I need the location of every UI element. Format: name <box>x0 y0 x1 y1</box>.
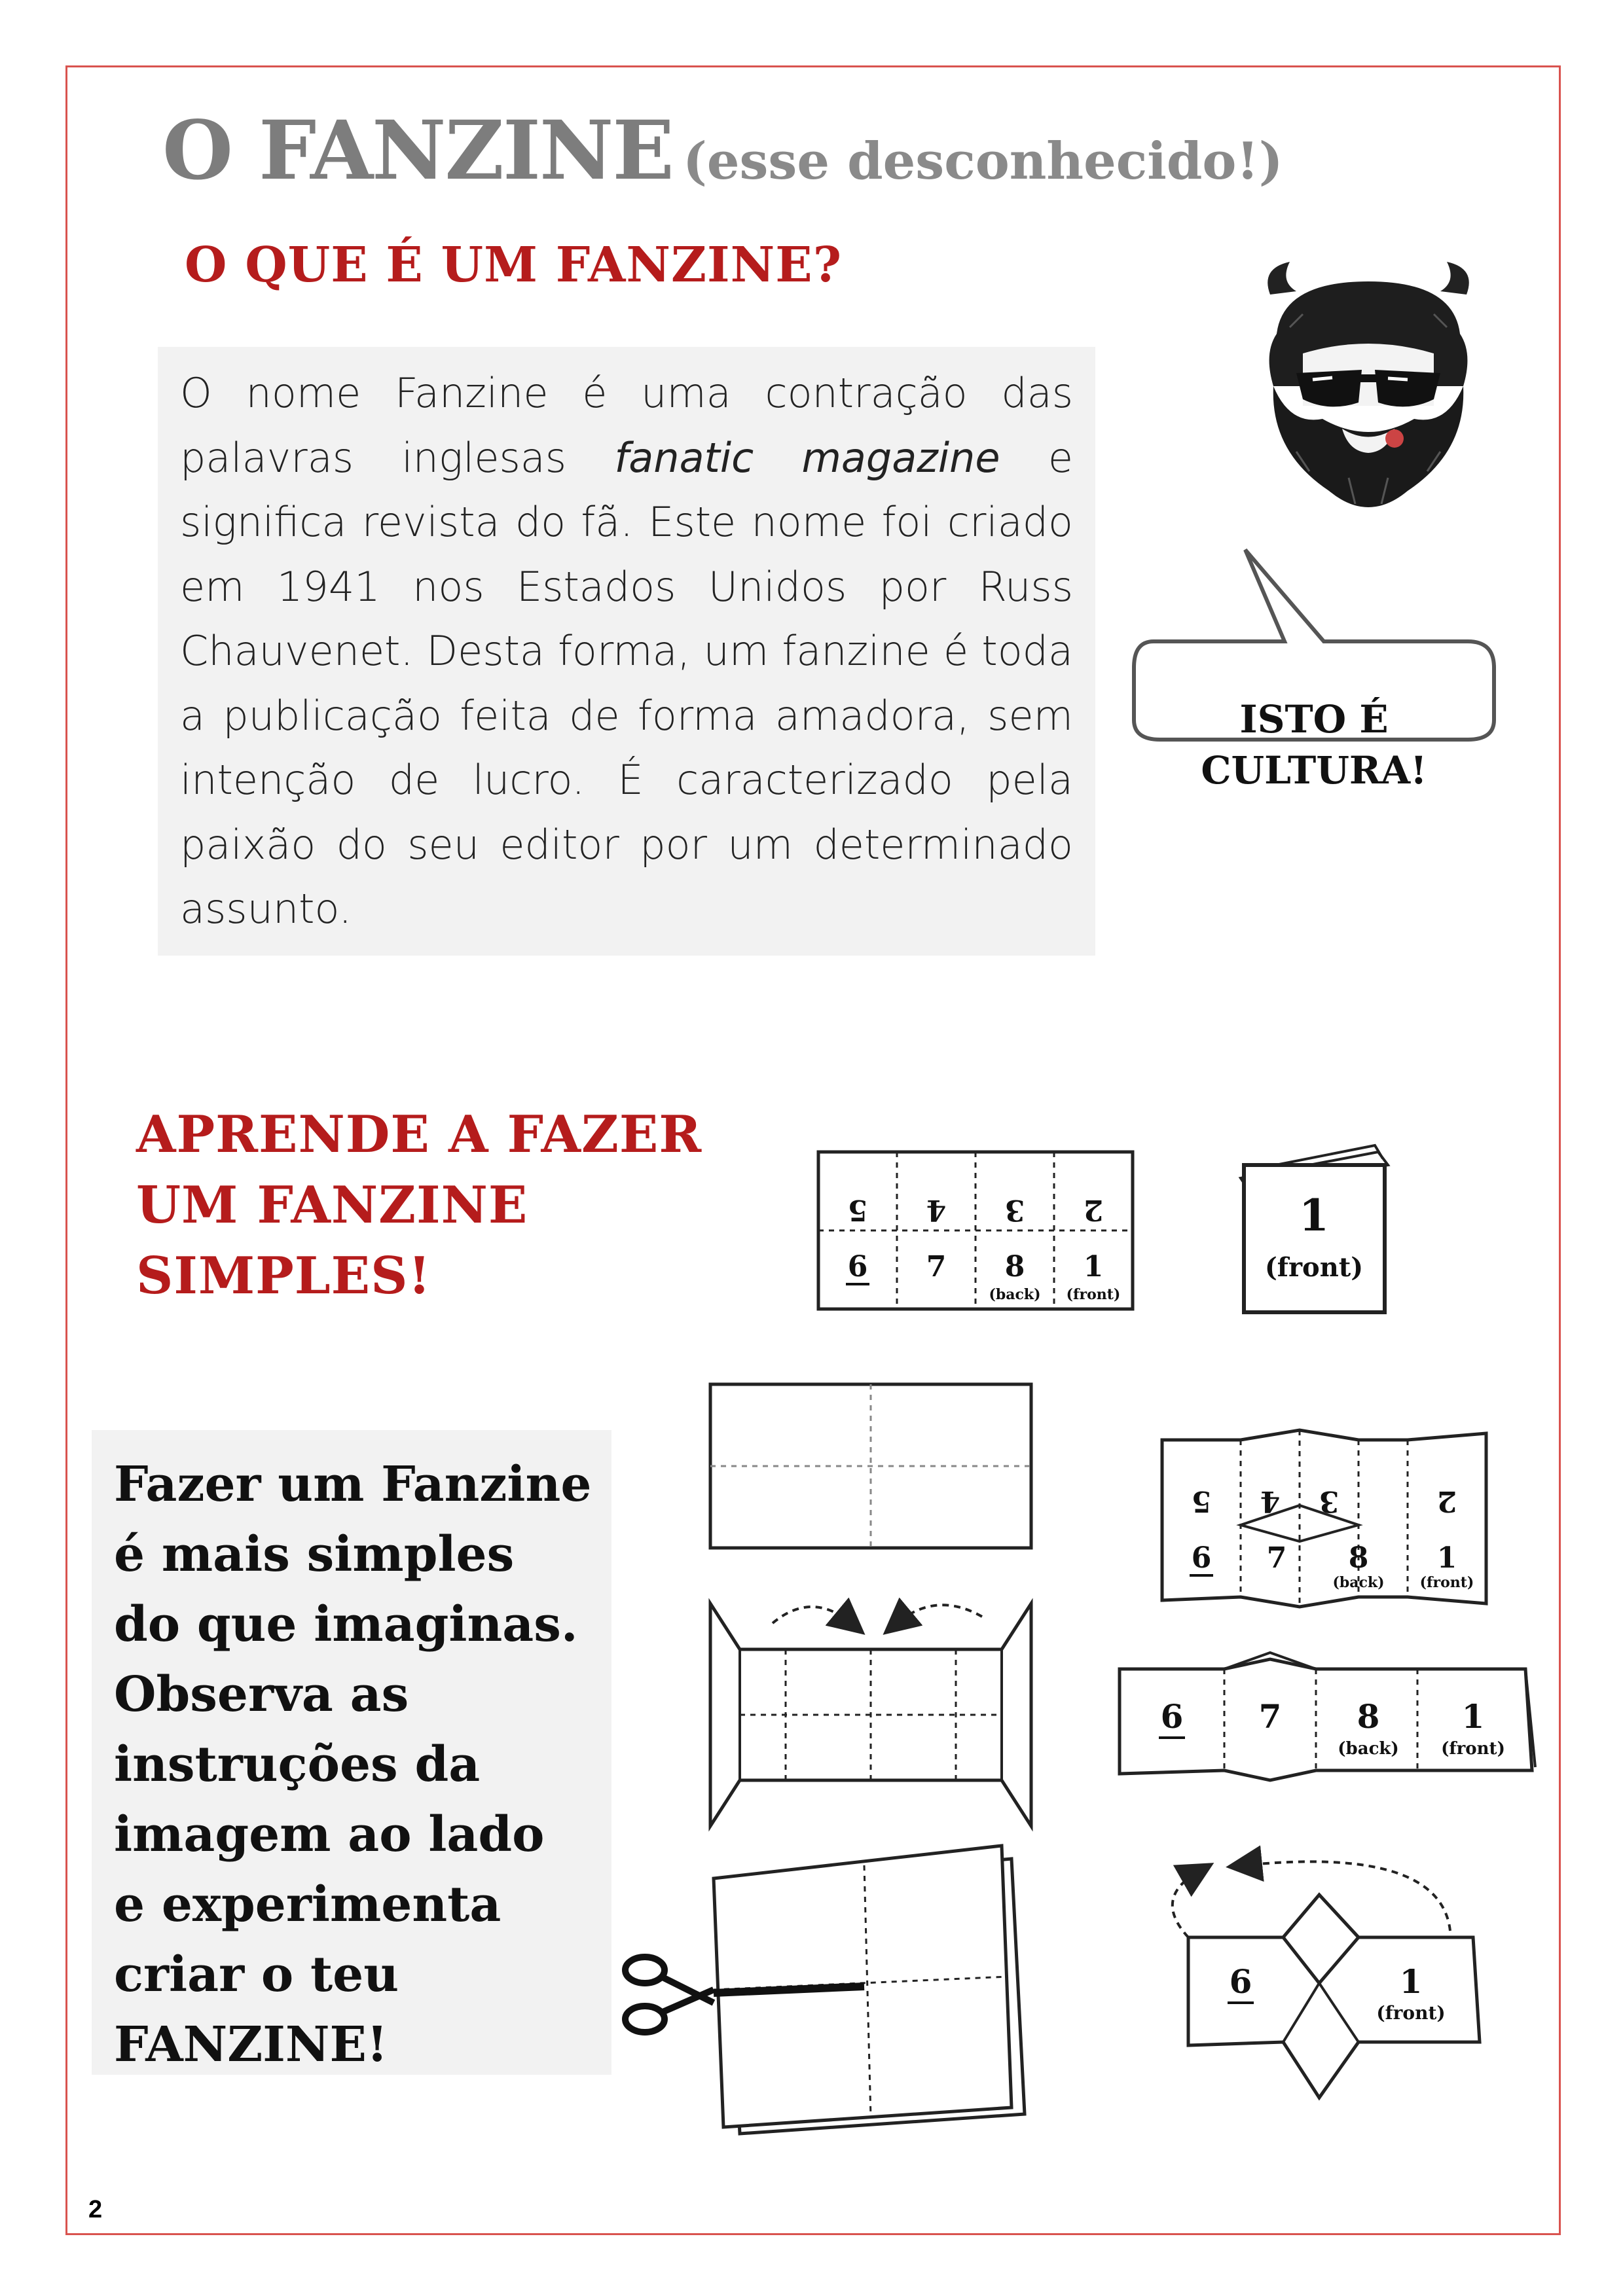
step-cut <box>714 1846 1025 2134</box>
svg-text:(front): (front) <box>1441 1739 1505 1759</box>
scissors-icon <box>625 1957 714 2032</box>
booklet-number: 1 <box>1299 1190 1329 1241</box>
page-number: 2 <box>88 2196 103 2223</box>
svg-text:(front): (front) <box>1376 2002 1446 2024</box>
svg-text:(front): (front) <box>1419 1574 1474 1591</box>
layout-num-5: 5 <box>847 1193 868 1227</box>
svg-text:1: 1 <box>1399 1962 1423 2001</box>
svg-text:7: 7 <box>1258 1697 1282 1736</box>
svg-text:6: 6 <box>1160 1697 1184 1736</box>
svg-text:6: 6 <box>1229 1962 1252 2001</box>
speech-bubble-text: ISTO É CULTURA! <box>1201 697 1427 793</box>
layout-num-3: 3 <box>1004 1193 1025 1227</box>
svg-text:1: 1 <box>1436 1541 1457 1575</box>
step-fold-to-center <box>710 1604 1031 1826</box>
svg-text:6: 6 <box>1191 1541 1212 1575</box>
svg-text:(back): (back) <box>1338 1739 1399 1759</box>
svg-text:4: 4 <box>1260 1484 1281 1518</box>
svg-text:1: 1 <box>1461 1697 1485 1736</box>
svg-text:2: 2 <box>1436 1484 1457 1518</box>
svg-text:5: 5 <box>1191 1484 1212 1518</box>
layout-num-2: 2 <box>1083 1193 1104 1227</box>
layout-num-1: 1 <box>1083 1250 1104 1283</box>
title-sub: (esse desconhecido!) <box>682 132 1283 191</box>
title-main: O FANZINE <box>162 103 673 198</box>
layout-num-6: 6 <box>847 1250 868 1283</box>
layout-front-label: (front) <box>1066 1286 1121 1303</box>
step-fold-sheet <box>710 1384 1031 1548</box>
instructions-text: Fazer um Fanzine é mais simples do que imaginas. Observa as instruções da imagem ao lado e experimenta criar o teu FANZINE! <box>114 1456 592 2073</box>
booklet-label: (front) <box>1264 1252 1364 1283</box>
layout-num-7: 7 <box>926 1250 947 1283</box>
svg-text:8: 8 <box>1357 1697 1380 1736</box>
layout-back-label: (back) <box>989 1286 1041 1303</box>
section2-heading: APRENDE A FAZER UM FANZINE SIMPLES! <box>136 1105 702 1306</box>
definition-text: O nome Fanzine é uma contração das palavras inglesas fanatic magazine e significa revista do fã. Este nome foi criado em 1941 nos Estados Unidos por Russ Chauvenet. Desta forma, um fanzine é toda a publicação feita de forma amadora, sem intenção de lucro. É caracterizado pela paixão do seu editor por um determinado assunto. <box>180 369 1074 933</box>
layout-num-4: 4 <box>926 1193 947 1227</box>
layout-num-8: 8 <box>1004 1250 1025 1283</box>
svg-text:8: 8 <box>1348 1541 1369 1575</box>
section1-heading: O QUE É UM FANZINE? <box>185 237 843 293</box>
svg-text:7: 7 <box>1266 1541 1287 1575</box>
step-fold-booklet <box>1173 1861 1480 2098</box>
svg-text:3: 3 <box>1319 1484 1340 1518</box>
definition-italic: fanatic magazine <box>614 433 1000 482</box>
svg-text:(back): (back) <box>1332 1574 1385 1591</box>
